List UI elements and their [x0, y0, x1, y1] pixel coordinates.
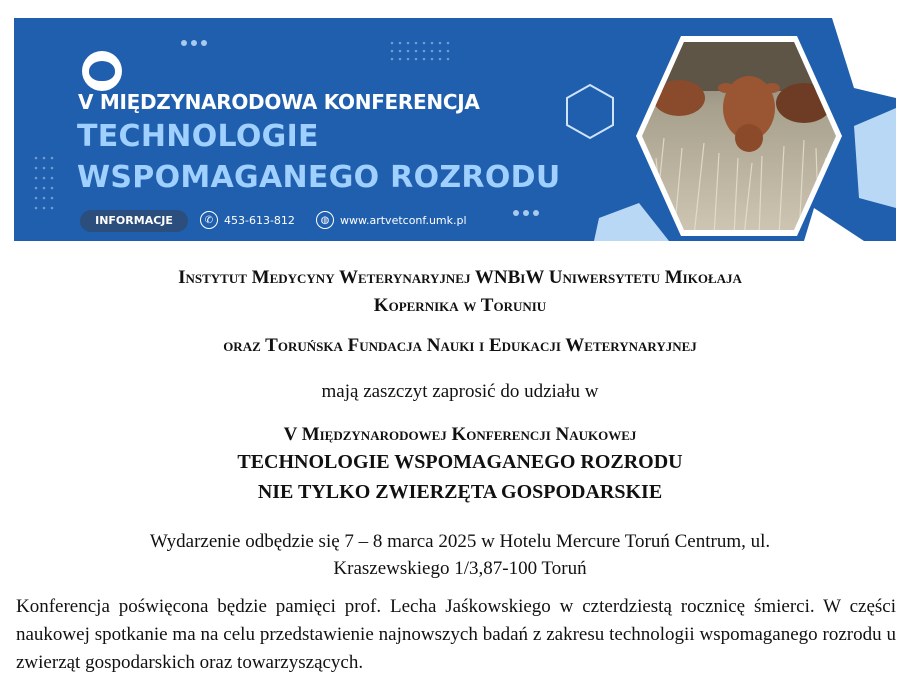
invite-text: mają zaszczyt zaprosić do udziału w: [321, 381, 599, 402]
globe-icon: ◍: [316, 211, 334, 229]
event-line1: Wydarzenie odbędzie się 7 – 8 marca 2025 w Hotelu Mercure Toruń Centrum, ul.: [149, 531, 771, 552]
banner-edition-title: V MIĘDZYNARODOWA KONFERENCJA: [78, 90, 480, 114]
phone-number: 453-613-812: [224, 213, 295, 227]
conference-subtitle: NIE TYLKO ZWIERZĘTA GOSPODARSKIE: [257, 481, 663, 503]
website-url: www.artvetconf.umk.pl: [340, 213, 467, 227]
organizer-line2: Kopernika w Toruniu: [373, 295, 547, 316]
co-organizer: oraz Toruńska Fundacja Nauki i Edukacji Weterynaryjnej: [223, 335, 697, 356]
phone-icon: ✆: [200, 211, 218, 229]
website-contact: [316, 211, 467, 229]
conference-name: V Międzynarodowej Konferencji Naukowej: [283, 424, 637, 445]
conference-banner: [14, 18, 896, 241]
info-pill: INFORMACJE: [80, 210, 188, 232]
description-paragraph: Konferencja poświęcona będzie pamięci prof. Lecha Jaśkowskiego w czterdziestą rocznicę śmierci. W części naukowej spotkanie ma na celu przedstawienie najnowszych badań z zakresu technologii wspomaganego rozrodu u zwierząt gospodarskich oraz towarzyszących.: [16, 596, 896, 673]
organizer-line1: Instytut Medycyny Weterynaryjnej WNBiW Uniwersytetu Mikołaja: [178, 267, 742, 288]
banner-title-line1: TECHNOLOGIE: [77, 119, 319, 154]
phone-contact: [200, 211, 295, 229]
banner-title-line2: WSPOMAGANEGO ROZRODU: [77, 160, 561, 195]
conference-title: TECHNOLOGIE WSPOMAGANEGO ROZRODU: [237, 451, 683, 473]
organizer-block: [0, 264, 920, 320]
conference-logo: [82, 51, 122, 91]
cow-head-icon: [89, 61, 115, 81]
cattle-photo: [634, 36, 844, 236]
event-line2: Kraszewskiego 1/3,87-100 Toruń: [333, 558, 587, 579]
event-details: [0, 528, 920, 582]
